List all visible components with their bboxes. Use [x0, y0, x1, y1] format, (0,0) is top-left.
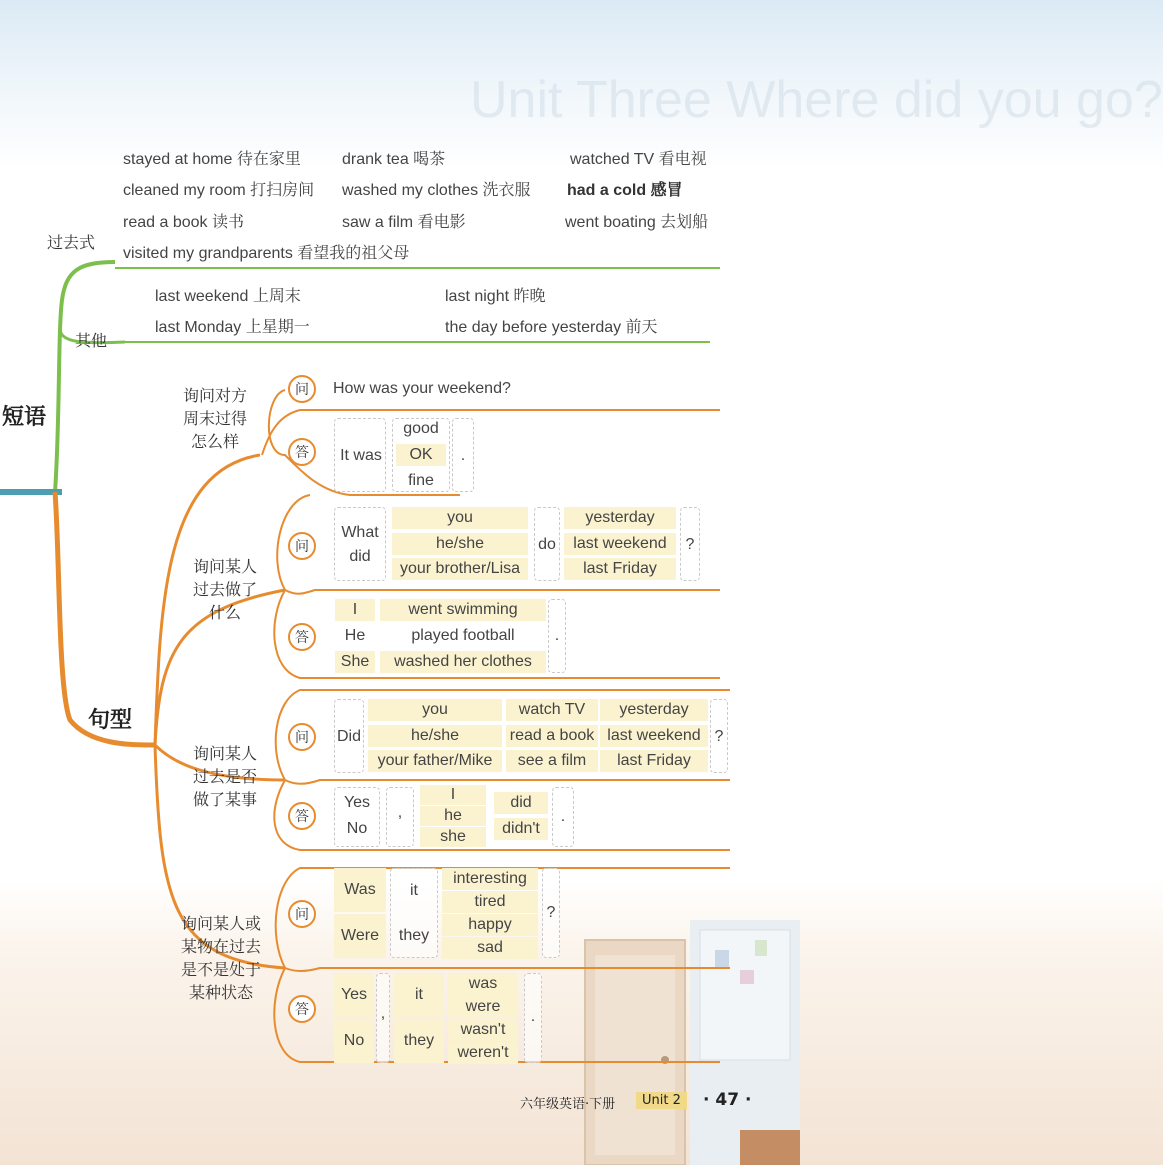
- s2-subject: your brother/Lisa: [392, 558, 528, 580]
- phrase-item: last weekend 上周末: [155, 288, 301, 305]
- s2-lead-box: [334, 507, 386, 581]
- s1-label: 询问对方 周末过得 怎么样: [183, 386, 248, 451]
- s4-pronoun: they: [394, 1019, 444, 1063]
- s4-q-lead: Was: [334, 868, 386, 912]
- s3-action: watch TV: [506, 699, 598, 721]
- s3-no: No: [346, 820, 368, 837]
- sentences-label: 句型: [88, 708, 133, 733]
- s3-subject: your father/Mike: [368, 750, 502, 772]
- book-title: 六年级英语·下册: [520, 1097, 616, 1112]
- s3-pronoun: she: [420, 827, 486, 847]
- s3-aux: didn't: [494, 818, 548, 840]
- phrase-item: went boating 去划船: [565, 214, 709, 231]
- s2-qmark: ?: [685, 536, 695, 553]
- s2-a-action: played football: [411, 627, 515, 644]
- s4-comma: ,: [380, 1005, 386, 1022]
- s4-state: happy: [442, 914, 538, 936]
- answer-badge: 答: [288, 623, 316, 651]
- s3-qmark: ?: [714, 728, 724, 745]
- phrase-item: watched TV 看电视: [570, 151, 707, 168]
- ask-badge: 问: [288, 900, 316, 928]
- s2-subject: he/she: [392, 533, 528, 555]
- s4-subject: it: [410, 882, 418, 899]
- ask-badge: 问: [288, 532, 316, 560]
- ask-badge: 问: [288, 723, 316, 751]
- phrase-item: stayed at home 待在家里: [123, 151, 301, 168]
- past-tense-label: 过去式: [47, 233, 96, 252]
- s1-option: good: [403, 420, 439, 437]
- phrase-item: drank tea 喝茶: [342, 151, 446, 168]
- page-number: · 47 ·: [703, 1090, 752, 1110]
- s3-action: see a film: [506, 750, 598, 772]
- s2-do: do: [538, 536, 556, 553]
- phrase-item: cleaned my room 打扫房间: [123, 182, 315, 199]
- s2-a-action: went swimming: [380, 599, 546, 621]
- s3-q-lead: Did: [336, 728, 361, 745]
- s4-state: sad: [442, 937, 538, 959]
- s4-end: .: [530, 1008, 536, 1025]
- phrase-item: read a book 读书: [123, 214, 244, 231]
- unit-tag: Unit 2: [636, 1092, 687, 1109]
- unit-title-watermark: Unit Three Where did you go?: [470, 71, 1163, 129]
- s1-question: How was your weekend?: [333, 380, 511, 397]
- other-label: 其他: [75, 331, 108, 350]
- s4-state: interesting: [442, 868, 538, 890]
- s3-time: last weekend: [600, 725, 708, 747]
- s4-yes: Yes: [334, 973, 374, 1017]
- phrase-item: last night 昨晚: [445, 288, 546, 305]
- s1-end: .: [460, 447, 466, 464]
- s3-comma: ,: [397, 804, 403, 821]
- s4-qmark: ?: [546, 904, 556, 921]
- s4-state: tired: [442, 891, 538, 913]
- phrase-item: the day before yesterday 前天: [445, 319, 658, 336]
- s4-verb: weren't: [448, 1042, 518, 1064]
- s3-subject: you: [368, 699, 502, 721]
- s4-verb: were: [448, 996, 518, 1018]
- answer-badge: 答: [288, 802, 316, 830]
- s2-a-subject: I: [335, 599, 375, 621]
- s4-verb: wasn't: [448, 1019, 518, 1041]
- s2-q-lead: did: [349, 548, 371, 565]
- s2-q-lead: What: [341, 524, 379, 541]
- s3-time: last Friday: [600, 750, 708, 772]
- s3-label: 询问某人 过去是否 做了某事: [193, 744, 258, 809]
- s2-time: yesterday: [564, 507, 676, 529]
- s4-verb: was: [448, 973, 518, 995]
- s3-subject: he/she: [368, 725, 502, 747]
- answer-badge: 答: [288, 995, 316, 1023]
- s3-yes: Yes: [343, 794, 371, 811]
- phrase-item: washed my clothes 洗衣服: [342, 182, 531, 199]
- s3-end: .: [560, 808, 566, 825]
- s4-label: 询问某人或 某物在过去 是不是处于 某种状态: [181, 914, 262, 1002]
- s1-option: OK: [396, 444, 446, 466]
- s2-subject: you: [392, 507, 528, 529]
- s3-aux: did: [494, 792, 548, 814]
- s1-option: fine: [408, 472, 434, 489]
- phrase-item: had a cold 感冒: [567, 182, 683, 199]
- s2-label: 询问某人 过去做了 什么: [193, 557, 258, 622]
- s1-answer-lead: It was: [340, 447, 382, 464]
- s3-action: read a book: [506, 725, 598, 747]
- s4-q-lead: Were: [334, 914, 386, 958]
- s2-a-action: washed her clothes: [380, 651, 546, 673]
- s4-no: No: [334, 1019, 374, 1063]
- s2-end: .: [554, 627, 560, 644]
- s3-time: yesterday: [600, 699, 708, 721]
- phrases-label: 短语: [2, 405, 47, 430]
- s4-subject: they: [398, 927, 430, 944]
- answer-badge: 答: [288, 438, 316, 466]
- s2-time: last weekend: [564, 533, 676, 555]
- s3-pronoun: I: [420, 785, 486, 805]
- ask-badge: 问: [288, 375, 316, 403]
- s2-a-subject: He: [344, 627, 366, 644]
- phrase-item: visited my grandparents 看望我的祖父母: [123, 245, 410, 262]
- s3-pronoun: he: [420, 806, 486, 826]
- s2-time: last Friday: [564, 558, 676, 580]
- s4-pronoun: it: [394, 973, 444, 1017]
- s2-a-subject: She: [335, 651, 375, 673]
- phrase-item: last Monday 上星期一: [155, 319, 310, 336]
- phrase-item: saw a film 看电影: [342, 214, 466, 231]
